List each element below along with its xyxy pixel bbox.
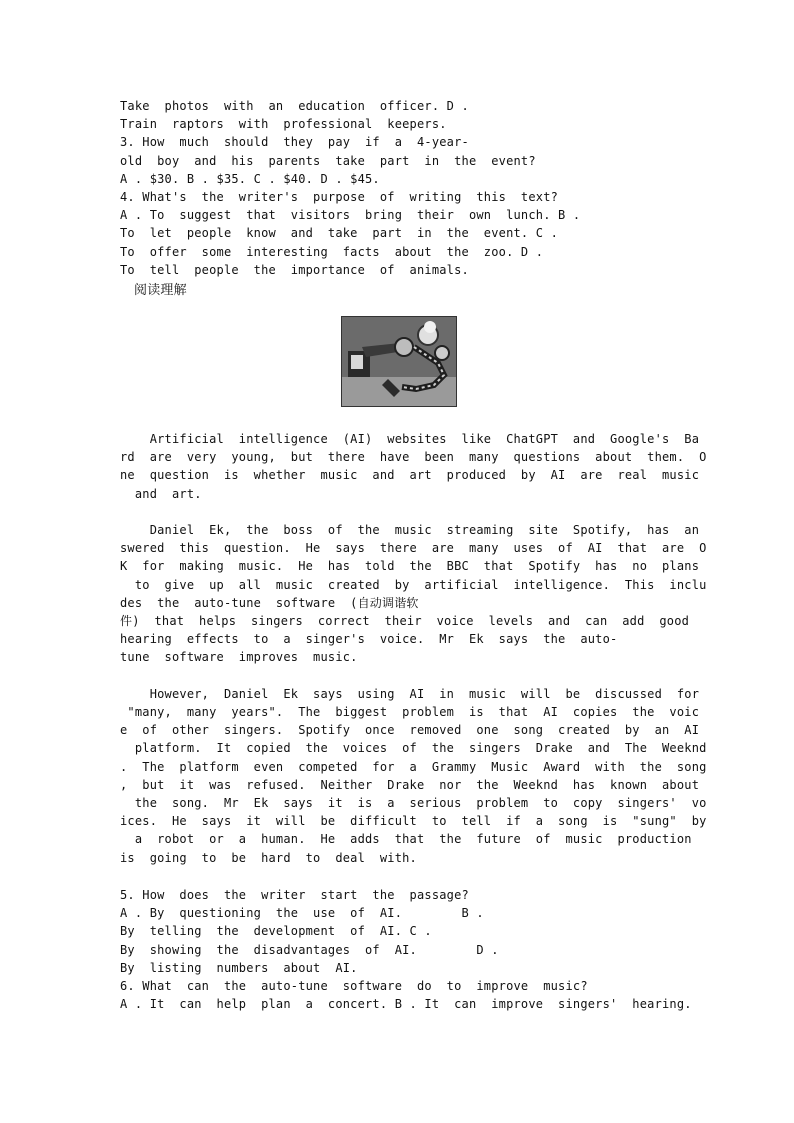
passage-line: platform. It copied the voices of the singers Drake and The Weeknd — [120, 741, 707, 756]
text-line: To let people know and take part in the event. C . — [120, 226, 559, 241]
passage-line: 件) that helps singers correct their voice levels and can add good — [120, 614, 690, 628]
passage-line: ne question is whether music and art produced by AI are real music — [120, 468, 700, 483]
passage-line: swered this question. He says there are many uses of AI that are O — [120, 541, 707, 556]
passage-line: e of other singers. Spotify once removed one song created by an AI — [120, 723, 700, 738]
passage-line: des the auto-tune software (自动调谐软 — [120, 595, 419, 610]
text-line: To offer some interesting facts about the zoo. D . — [120, 244, 544, 259]
passage-line: hearing effects to a singer's voice. Mr Ek says the auto- — [120, 632, 618, 647]
question-line: By listing numbers about AI. — [120, 960, 358, 975]
passage-line: "many, many years". The biggest problem is that AI copies the voic — [120, 705, 700, 719]
text-line: A . To suggest that visitors bring their own lunch. B . — [120, 208, 581, 223]
text-line: Train raptors with professional keepers. — [120, 117, 447, 132]
question-line: 6. What can the auto-tune software do to improve music? — [120, 979, 588, 993]
passage-line: However, Daniel Ek says using AI in music will be discussed for — [120, 686, 700, 701]
passage-line: and art. — [120, 486, 202, 501]
text-line: To tell people the importance of animals. — [120, 262, 469, 277]
robot-photo — [341, 316, 457, 407]
passage-line: Artificial intelligence (AI) websites like ChatGPT and Google's Ba — [120, 432, 700, 446]
question-line: By showing the disadvantages of AI. D . — [120, 942, 499, 957]
text-line: 3. How much should they pay if a 4-year- — [120, 135, 469, 150]
text-line: Take photos with an education officer. D . — [120, 99, 469, 113]
question-line: A . By questioning the use of AI. B . — [120, 906, 484, 921]
text-line: A . $30. B . $35. C . $40. D . $45. — [120, 171, 380, 186]
passage-line: , but it was refused. Neither Drake nor the Weeknd has known about — [120, 777, 700, 792]
passage-line: Daniel Ek, the boss of the music streaming site Spotify, has an — [120, 523, 700, 537]
robot-arm-image — [342, 317, 456, 406]
question-line: 5. How does the writer start the passage? — [120, 888, 469, 902]
passage-line: K for making music. He has told the BBC that Spotify has no plans — [120, 559, 700, 574]
passage-line: the song. Mr Ek says it is a serious problem to copy singers' vo — [120, 796, 707, 810]
text-line: 4. What's the writer's purpose of writing this text? — [120, 190, 559, 204]
passage-line: rd are very young, but there have been many questions about them. O — [120, 450, 707, 465]
passage-line: to give up all music created by artificial intelligence. This inclu — [120, 577, 707, 592]
section-heading: 阅读理解 — [134, 283, 187, 298]
passage-line: ices. He says it will be difficult to tell if a song is "sung" by — [120, 814, 707, 829]
question-line: A . It can help plan a concert. B . It can improve singers' hearing. — [120, 997, 692, 1012]
passage-line: is going to be hard to deal with. — [120, 850, 417, 865]
passage-line: a robot or a human. He adds that the future of music production — [120, 832, 692, 847]
passage-line: . The platform even competed for a Grammy Music Award with the song — [120, 759, 707, 774]
passage-line: tune software improves music. — [120, 650, 358, 665]
text-line: old boy and his parents take part in the event? — [120, 153, 536, 168]
question-line: By telling the development of AI. C . — [120, 924, 432, 939]
